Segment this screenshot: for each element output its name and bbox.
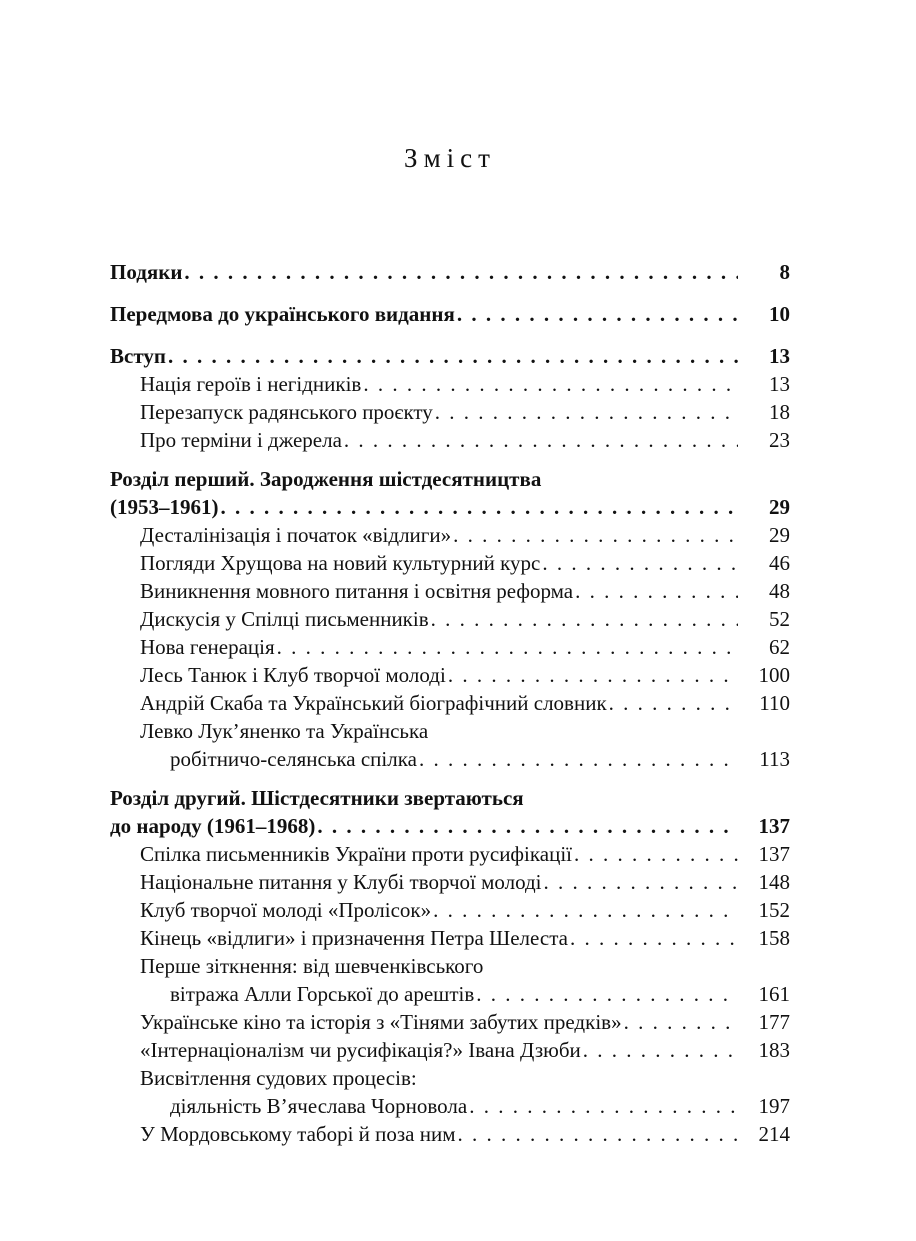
toc-entry-row: [140, 661, 790, 689]
toc-entry-row: [140, 868, 790, 896]
toc-entry-row: [110, 300, 790, 328]
toc-entry: [110, 689, 790, 717]
toc-entry-page-number: 183: [758, 1038, 790, 1063]
toc-entry-label: Десталінізація і початок «відлиги»: [140, 523, 452, 548]
toc-entry-label: Нація героїв і негідників: [140, 372, 362, 397]
toc-entry-page-number: 13: [769, 344, 790, 369]
toc-entry-label: Погляди Хрущова на новий культурний курс: [140, 551, 541, 576]
dot-leader: [609, 689, 738, 717]
dot-leader: [431, 605, 738, 633]
toc-entry: [110, 924, 790, 952]
toc-entry-label: робітничо-селянська спілка: [170, 747, 417, 772]
toc-entry: [110, 426, 790, 454]
toc-entry: [110, 1008, 790, 1036]
toc-entry-page-number: 137: [758, 814, 790, 839]
toc-entry-row: [110, 493, 790, 521]
toc-entry: [110, 1064, 790, 1120]
toc-entry: [110, 370, 790, 398]
toc-entry-label: Перезапуск радянського проєкту: [140, 400, 433, 425]
dot-leader: [476, 980, 738, 1008]
toc-entry-label: Кінець «відлиги» і призначення Петра Шелеста: [140, 926, 568, 951]
toc-entry-page-number: 100: [758, 663, 790, 688]
dot-leader: [453, 521, 738, 549]
toc-entry-page-number: 62: [769, 635, 790, 660]
toc-entry-page-number: 29: [769, 495, 790, 520]
toc-entry-row: [140, 1120, 790, 1148]
toc-entry-row: [170, 980, 790, 1008]
toc-entry-line1: Висвітлення судових процесів:: [140, 1066, 417, 1091]
toc-entry: [110, 717, 790, 773]
toc-entry-label: Українське кіно та історія з «Тінями забутих предків»: [140, 1010, 622, 1035]
dot-leader: [221, 493, 739, 521]
toc-entry-page-number: 48: [769, 579, 790, 604]
toc-entry: [110, 952, 790, 1008]
dot-leader: [344, 426, 738, 454]
toc-entry-row: [140, 689, 790, 717]
dot-leader: [469, 1092, 738, 1120]
toc-entry-page-number: 110: [759, 691, 790, 716]
toc-entry-label: Нова генерація: [140, 635, 275, 660]
toc-entry-label: Спілка письменників України проти русифікації: [140, 842, 572, 867]
toc-entry-label: Андрій Скаба та Український біографічний словник: [140, 691, 607, 716]
toc-entry-page-number: 137: [758, 842, 790, 867]
toc-entry: [110, 605, 790, 633]
toc-entry: [110, 300, 790, 328]
toc-entry-page-number: 158: [758, 926, 790, 951]
toc-entry: [110, 840, 790, 868]
dot-leader: [544, 868, 739, 896]
toc-entry-label: У Мордовському таборі й поза ним: [140, 1122, 456, 1147]
toc-entry-row: [170, 1092, 790, 1120]
dot-leader: [277, 633, 738, 661]
toc-entry-page-number: 18: [769, 400, 790, 425]
dot-leader: [435, 398, 738, 426]
toc-entry-row: [140, 1008, 790, 1036]
toc-entry-label: «Інтернаціоналізм чи русифікація?» Івана Дзюби: [140, 1038, 581, 1063]
dot-leader: [184, 258, 738, 286]
dot-leader: [448, 661, 738, 689]
toc-entry-row: [140, 577, 790, 605]
dot-leader: [583, 1036, 738, 1064]
toc-entry-row: [140, 370, 790, 398]
toc-entry: [110, 398, 790, 426]
dot-leader: [419, 745, 738, 773]
toc-entry-line1: Розділ другий. Шістдесятники звертаються: [110, 786, 524, 811]
dot-leader: [574, 840, 738, 868]
toc-entry-label: діяльність В’ячеслава Чорновола: [170, 1094, 468, 1119]
toc-entry-label: Про терміни і джерела: [140, 428, 342, 453]
toc-entry-row: [140, 633, 790, 661]
toc-entry-line1: Розділ перший. Зародження шістдесятництва: [110, 467, 542, 492]
toc-entry: [110, 577, 790, 605]
dot-leader: [458, 1120, 738, 1148]
toc-entry-label: (1953–1961): [110, 495, 219, 520]
toc-entry-label: Клуб творчої молоді «Пролісок»: [140, 898, 432, 923]
toc-entry-row: [140, 840, 790, 868]
toc-entry: [110, 258, 790, 286]
toc-entry-row: [140, 398, 790, 426]
toc-entry: [110, 465, 790, 521]
toc-entry-line1: Левко Лук’яненко та Українська: [140, 719, 429, 744]
toc-entry-row: [140, 549, 790, 577]
dot-leader: [575, 577, 738, 605]
toc-entry-row: [170, 745, 790, 773]
toc-list: [110, 258, 790, 1148]
toc-entry-page-number: 161: [758, 982, 790, 1007]
toc-entry: [110, 784, 790, 840]
toc-entry-row: [110, 812, 790, 840]
dot-leader: [624, 1008, 738, 1036]
dot-leader: [317, 812, 738, 840]
dot-leader: [570, 924, 738, 952]
toc-entry-row: [140, 924, 790, 952]
toc-entry-row: [110, 342, 790, 370]
toc-entry-label: Дискусія у Спілці письменників: [140, 607, 429, 632]
toc-entry: [110, 896, 790, 924]
toc-entry: [110, 1036, 790, 1064]
toc-entry-page-number: 152: [758, 898, 790, 923]
toc-entry-page-number: 29: [769, 523, 790, 548]
toc-entry-row: [140, 521, 790, 549]
toc-title: Зміст: [404, 143, 496, 173]
toc-entry-label: Лесь Танюк і Клуб творчої молоді: [140, 663, 446, 688]
dot-leader: [542, 549, 738, 577]
toc-entry: [110, 549, 790, 577]
toc-entry-row: [140, 426, 790, 454]
toc-entry-label: до народу (1961–1968): [110, 814, 316, 839]
toc-entry-page-number: 214: [758, 1122, 790, 1147]
toc-entry: [110, 342, 790, 370]
toc-entry: [110, 633, 790, 661]
toc-entry-page-number: 52: [769, 607, 790, 632]
toc-entry-page-number: 46: [769, 551, 790, 576]
toc-entry-page-number: 177: [758, 1010, 790, 1035]
dot-leader: [457, 300, 738, 328]
toc-entry-page-number: 113: [759, 747, 790, 772]
toc-entry-row: [140, 605, 790, 633]
toc-entry-label: Вступ: [110, 344, 166, 369]
dot-leader: [363, 370, 738, 398]
toc-entry-page-number: 148: [758, 870, 790, 895]
toc-entry-page-number: 10: [769, 302, 790, 327]
toc-entry-row: [140, 896, 790, 924]
toc-entry-page-number: 13: [769, 372, 790, 397]
toc-entry-label: Виникнення мовного питання і освітня реформа: [140, 579, 574, 604]
toc-entry-label: Національне питання у Клубі творчої молоді: [140, 870, 542, 895]
toc-entry-label: вітража Алли Горської до арештів: [170, 982, 475, 1007]
toc-entry: [110, 521, 790, 549]
toc-entry-label: Подяки: [110, 260, 183, 285]
toc-entry: [110, 1120, 790, 1148]
toc-entry-page-number: 8: [779, 260, 790, 285]
toc-entry-page-number: 23: [769, 428, 790, 453]
toc-entry-label: Передмова до українського видання: [110, 302, 455, 327]
dot-leader: [433, 896, 738, 924]
toc-entry-line1: Перше зіткнення: від шевченківського: [140, 954, 484, 979]
toc-entry-page-number: 197: [758, 1094, 790, 1119]
toc-entry-row: [140, 1036, 790, 1064]
dot-leader: [168, 342, 738, 370]
toc-entry: [110, 868, 790, 896]
toc-entry: [110, 661, 790, 689]
toc-entry-row: [110, 258, 790, 286]
